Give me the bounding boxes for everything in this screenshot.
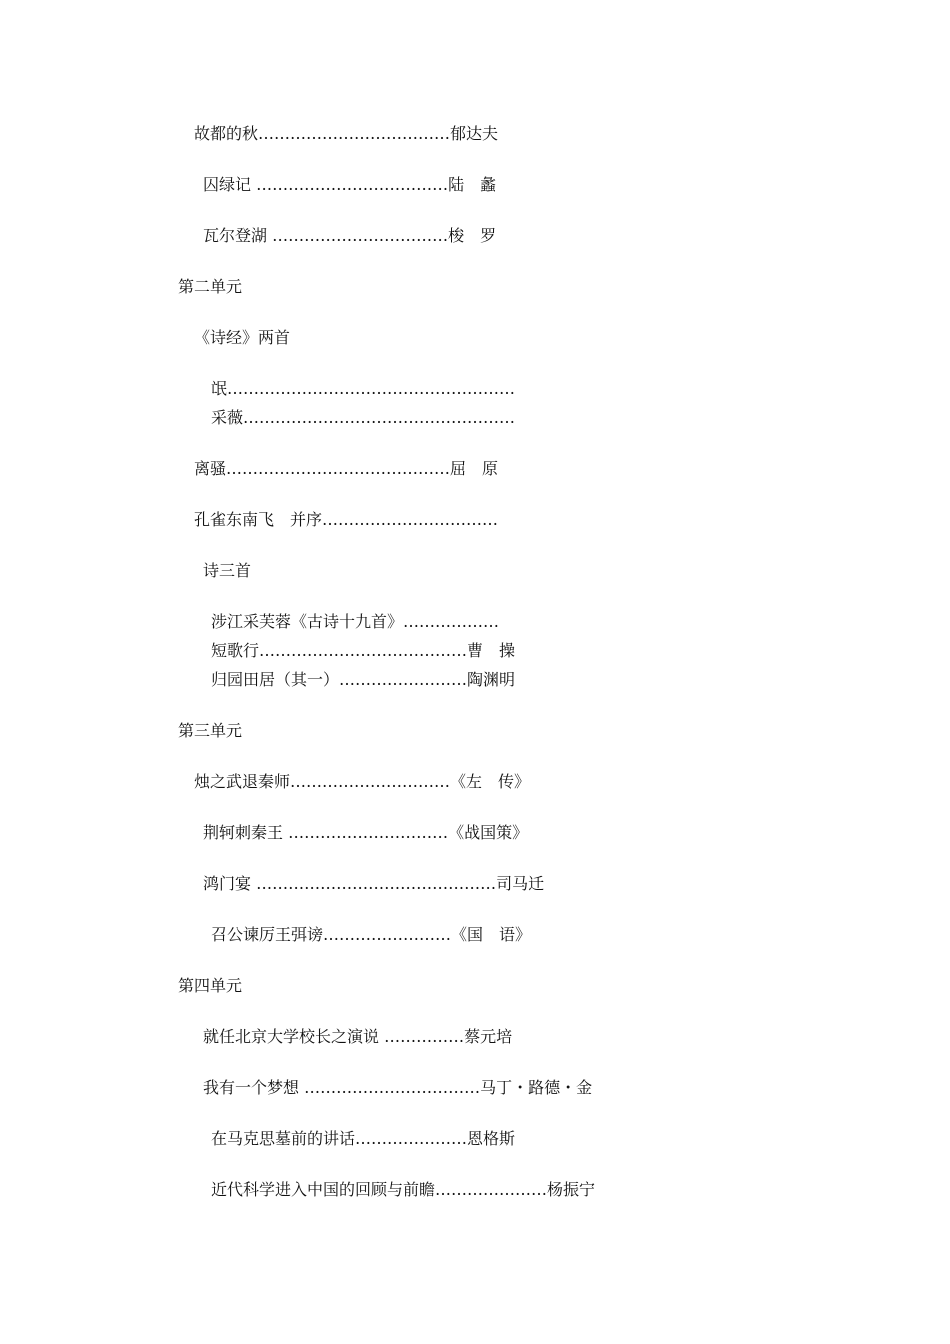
toc-line-walden: 瓦尔登湖 ……………………………梭 罗 bbox=[203, 226, 497, 245]
toc-line-kongque: 孔雀东南飞 并序…………………………… bbox=[194, 510, 499, 529]
toc-line-marx: 在马克思墓前的讲话…………………恩格斯 bbox=[211, 1129, 516, 1148]
toc-line-mang: 氓……………………………………………… bbox=[211, 379, 516, 398]
unit-heading-2: 第二单元 bbox=[178, 277, 243, 296]
toc-line-caiwei: 采薇…………………………………………… bbox=[211, 408, 516, 427]
unit-heading-3: 第三单元 bbox=[178, 721, 243, 740]
toc-line-shijing: 《诗经》两首 bbox=[194, 328, 291, 347]
toc-line-hongmen: 鸿门宴 ………………………………………司马迁 bbox=[203, 874, 545, 893]
toc-line-lisao: 离骚……………………………………屈 原 bbox=[194, 459, 499, 478]
toc-line-shaogong: 召公谏厉王弭谤……………………《国 语》 bbox=[211, 925, 532, 944]
toc-line-gudu: 故都的秋………………………………郁达夫 bbox=[194, 124, 499, 143]
toc-line-qiulv: 囚绿记 ………………………………陆 蠡 bbox=[203, 175, 497, 194]
unit-heading-4: 第四单元 bbox=[178, 976, 243, 995]
toc-line-beida: 就任北京大学校长之演说 ……………蔡元培 bbox=[203, 1027, 513, 1046]
toc-line-jingke: 荆轲刺秦王 …………………………《战国策》 bbox=[203, 823, 529, 842]
toc-line-guiyuan: 归园田居（其一）……………………陶渊明 bbox=[211, 670, 516, 689]
toc-line-zhuzhiwu: 烛之武退秦师…………………………《左 传》 bbox=[194, 772, 531, 791]
toc-line-shejiang: 涉江采芙蓉《古诗十九首》……………… bbox=[211, 612, 500, 631]
toc-line-dream: 我有一个梦想 ……………………………马丁・路德・金 bbox=[203, 1078, 593, 1097]
toc-line-shisanshou: 诗三首 bbox=[203, 561, 252, 580]
toc-line-duangexing: 短歌行…………………………………曹 操 bbox=[211, 641, 516, 660]
toc-line-science: 近代科学进入中国的回顾与前瞻…………………杨振宁 bbox=[211, 1180, 596, 1199]
